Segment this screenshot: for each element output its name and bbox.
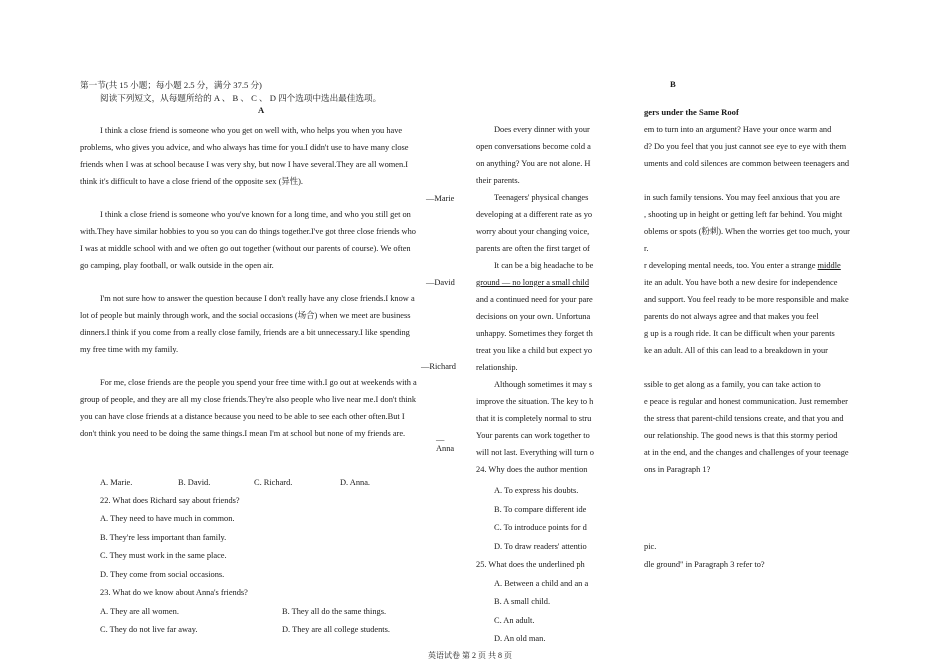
text-line: I think a close friend is someone who you've known for a long time, and who you still get on [100,210,411,219]
text-line: g up is a rough ride. It can be difficult when your parents [644,329,835,338]
text-line: you can have close friends at a distance because you need to be able to see each other often.But I [80,412,405,421]
text-line: For me, close friends are the people you spend your free time with.I go out at weekends with a [100,378,417,387]
q24-option-b-text: B. To compare different ide [494,505,587,514]
text-line: friends when I was at school because I was very shy, but now I have several.They are all women.I [80,160,409,169]
q23-option-c[interactable]: C. They do not live far away. [100,625,198,634]
passage-b-left-fragment [476,121,607,461]
text-line: at in the end, and the changes and challenges of your teenage [644,448,849,457]
text-line: em to turn into an argument? Have your once warm and [644,125,832,134]
q24-option-d-tail: pic. [644,542,657,551]
signature-anna-text: —Anna [436,435,455,453]
text-line: I'm not sure how to answer the question because I don't really have any close friends.I know a [100,294,415,303]
text-line: problems, who gives you advice, and who always has time for you.I didn't use to have many close [80,143,409,152]
text-line [644,257,884,274]
text-line: d? Do you feel that you just cannot see eye to eye with them [644,142,847,151]
q22-option-c[interactable]: C. They must work in the same place. [100,551,227,560]
text-line: and a continued need for your pare [476,295,593,304]
q24-option-c[interactable] [494,523,607,537]
text-line: group of people, and they are all my close friends.They're also people who live near me.I don't think [80,395,417,404]
text-line: go camping, play football, or walk outside in the open air. [80,261,274,270]
text-line: worry about your changing voice, [476,227,590,236]
text-line: I was at middle school with and we often go out together (without our parents of course). We often [80,244,411,253]
q25-option-c[interactable]: C. An adult. [494,616,535,625]
q23-option-b[interactable]: B. They all do the same things. [282,607,387,616]
blank-line [644,172,884,189]
q24-option-a-text: A. To express his doubts. [494,486,579,495]
q23-option-a[interactable]: A. They are all women. [100,607,179,616]
passage-a-paragraph-1 [80,122,409,190]
text-line: relationship. [476,363,518,372]
text-line: developing at a different rate as yo [476,210,593,219]
text-line: e peace is regular and honest communication. Just remember [644,397,848,406]
signature-anna [436,435,462,453]
text-line: will not last. Everything will turn o [476,448,594,457]
q21-option-b[interactable]: B. David. [178,478,211,487]
text-line: open conversations become cold a [476,142,591,151]
text-line: Teenagers' physical changes [494,193,589,202]
text-line: with.They have similar hobbies to you so you can do things together.I've got three close friends who [80,227,416,236]
q24-option-d[interactable] [494,542,607,556]
text-line: ite an adult. You have both a new desire for independence [644,278,838,287]
text-line: their parents. [476,176,520,185]
underlined-text-line: r developing mental needs, too. You enter a strange middle [644,261,841,270]
text-line: in such family tensions. You may feel anxious that you are [644,193,840,202]
passage-a-paragraph-4 [80,374,417,442]
q25-option-b[interactable]: B. A small child. [494,597,551,606]
text-line: on anything? You are not alone. H [476,159,591,168]
text-line: improve the situation. The key to h [476,397,594,406]
q25-stem-left: 25. What does the underlined ph [476,560,585,569]
text-line: decisions on your own. Unfortuna [476,312,591,321]
signature-david: —David [426,278,455,287]
text-line: Your parents can work together to [476,431,590,440]
text-line: uments and cold silences are common between teenagers and [644,159,850,168]
q25-option-d[interactable]: D. An old man. [494,634,546,643]
q23-option-d[interactable]: D. They are all college students. [282,625,390,634]
q24-option-b[interactable] [494,505,607,519]
q21-option-c[interactable]: C. Richard. [254,478,293,487]
text-line: our relationship. The good news is that this stormy period [644,431,838,440]
text-line: Does every dinner with your [494,125,590,134]
text-line: parents do not always agree and that makes you feel [644,312,819,321]
text-line: I think a close friend is someone who you get on well with, who helps you when you have [100,126,403,135]
q25-option-a-text: A. Between a child and an a [494,579,589,588]
text-line: r. [644,244,649,253]
text-line: unhappy. Sometimes they forget th [476,329,593,338]
text-line: the stress that parent-child tensions create, and that you and [644,414,844,423]
q25-stem-fragment [476,560,607,574]
text-line: ssible to get along as a family, you can take action to [644,380,821,389]
q23-stem: 23. What do we know about Anna's friends? [100,588,248,597]
signature-marie: —Marie [426,194,455,203]
text-line: don't think you need to be doing the same things.I mean I'm at school but none of my friends are. [80,429,406,438]
q22-option-b[interactable]: B. They're less important than family. [100,533,227,542]
text-line: parents are often the first target of [476,244,590,253]
text-line: oblems or spots (粉刺). When the worries get too much, your [644,227,850,236]
text-line: Although sometimes it may s [494,380,593,389]
page-footer: 英语试卷 第 2 页 共 8 页 [428,651,512,660]
passage-b-title: gers under the Same Roof [644,107,739,117]
text-line: dinners.I think if you come from a really close family, friends are a bit unnecessary.I like spending [80,328,410,337]
text-line: treat you like a child but expect yo [476,346,593,355]
text-line: ke an adult. All of this can lead to a breakdown in your [644,346,828,355]
q25-stem-tail: dle ground" in Paragraph 3 refer to? [644,560,765,569]
passage-b-label: B [670,79,676,89]
text-line: that it is completely normal to stru [476,414,592,423]
text-line: , shooting up in height or getting left far behind. You might [644,210,843,219]
passage-b-right-fragment [644,121,884,461]
q21-option-a[interactable]: A. Marie. [100,478,133,487]
instruction: 阅读下列短文，从每题所给的 A 、 B 、 C 、 D 四个选项中选出最佳选项。 [100,93,382,103]
text-line: It can be a big headache to be [494,261,594,270]
q24-option-a[interactable] [494,486,607,500]
q24-option-d-text: D. To draw readers' attentio [494,542,587,551]
text-line: lot of people but mainly through work, and the social occasions (场合) when we meet are business [80,311,411,320]
blank-line [644,359,884,376]
signature-richard: —Richard [421,362,456,371]
text-line: think it's difficult to have a close friend of the opposite sex (异性). [80,177,304,186]
text-line: and support. You feel ready to be more responsible and make [644,295,849,304]
passage-a-paragraph-3 [80,290,415,358]
q21-option-d[interactable]: D. Anna. [340,478,371,487]
q24-stem-fragment [476,465,607,480]
passage-a-label: A [258,105,265,115]
q24-stem-fragment-right [644,465,794,480]
text-line: my free time with my family. [80,345,179,354]
q22-option-a[interactable]: A. They need to have much in common. [100,514,235,523]
section-header: 第一节(共 15 小题；每小题 2.5 分，满分 37.5 分) [80,80,262,90]
underlined-phrase: middle [817,261,841,270]
q24-stem-left: 24. Why does the author mention [476,465,588,474]
q24-option-c-text: C. To introduce points for d [494,523,587,532]
q22-option-d[interactable]: D. They come from social occasions. [100,570,225,579]
q22-stem: 22. What does Richard say about friends? [100,496,240,505]
q25-option-a[interactable] [494,579,607,593]
passage-a-paragraph-2 [80,206,416,274]
underlined-text-line: ground — no longer a small child [476,278,590,287]
q24-stem-right: ons in Paragraph 1? [644,465,711,474]
